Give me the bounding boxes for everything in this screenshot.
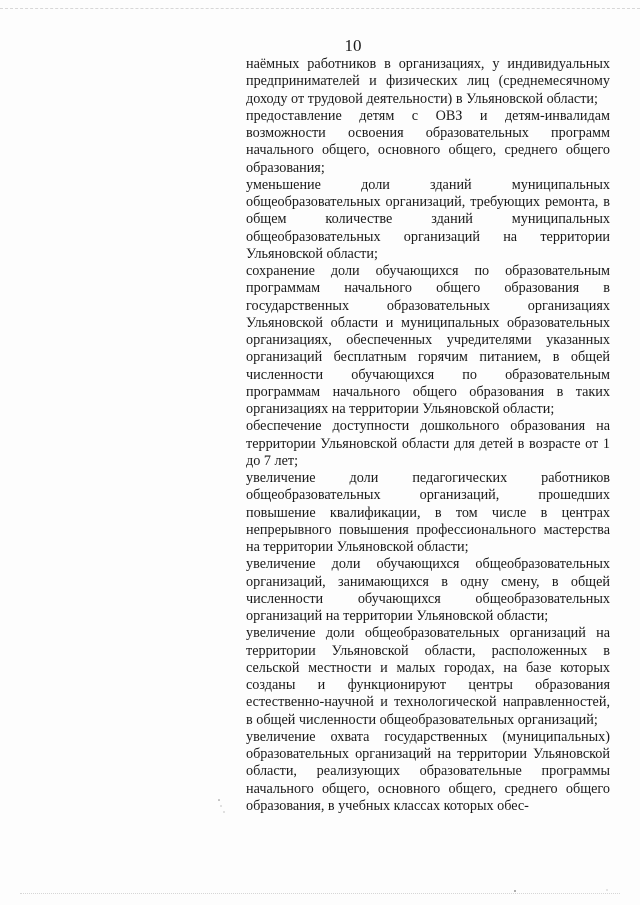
paragraph: сохранение доли обучающихся по образовательным программам начального общего образования в государственных образовательных организациях Ульяновской области и муниципальных образовательных организациях, обеспеченных учредителями указанных организаций бесплатным горячим питанием, в общей численности обучающихся по образовательным программам начального общего образования в таких организациях на территории Ульяновской области; bbox=[246, 263, 610, 417]
paragraph: уменьшение доли зданий муниципальных общеобразовательных организаций, требующих ремонта, в общем количестве зданий муниципальных общеобразовательных организаций на территории Ульяновской области; bbox=[246, 176, 610, 262]
paragraph: наёмных работников в организациях, у индивидуальных предпринимателей и физических лиц (среднемесячному доходу от трудовой деятельности) в Ульяновской области; bbox=[246, 56, 610, 107]
paragraph: обеспечение доступности дошкольного образования на территории Ульяновской области для детей в возрасте от 1 до 7 лет; bbox=[246, 418, 610, 469]
paragraph: увеличение доли педагогических работников общеобразовательных организаций, прошедших повышение квалификации, в том числе в центрах непрерывного повышения профессионального мастерства на территории Ульяновской области; bbox=[246, 470, 610, 555]
paragraph: предоставление детям с ОВЗ и детям-инвалидам возможности освоения образовательных программ начального общего, основного общего, среднего общего образования; bbox=[246, 107, 610, 176]
scan-edge-top bbox=[0, 8, 640, 9]
paragraph: увеличение охвата государственных (муниципальных) образовательных организаций на территории Ульяновской области, реализующих образовательные программы начального общего, основного общего, среднего общего образования, в учебных классах которых обес- bbox=[246, 728, 610, 814]
paragraph: увеличение доли обучающихся общеобразовательных организаций, занимающихся в одну смену, в общей численности обучающихся общеобразовательных организаций на территории Ульяновской области; bbox=[246, 556, 610, 624]
page-number: 10 bbox=[344, 36, 362, 55]
paragraph: увеличение доли общеобразовательных организаций на территории Ульяновской области, расположенных в сельской местности и малых городах, на базе которых созданы и функционируют центры образования естественно-научной и технологической направленностей, в общей численности общеобразовательных организаций; bbox=[246, 625, 610, 728]
document-body bbox=[246, 56, 610, 815]
scan-edge-bottom bbox=[20, 893, 620, 894]
